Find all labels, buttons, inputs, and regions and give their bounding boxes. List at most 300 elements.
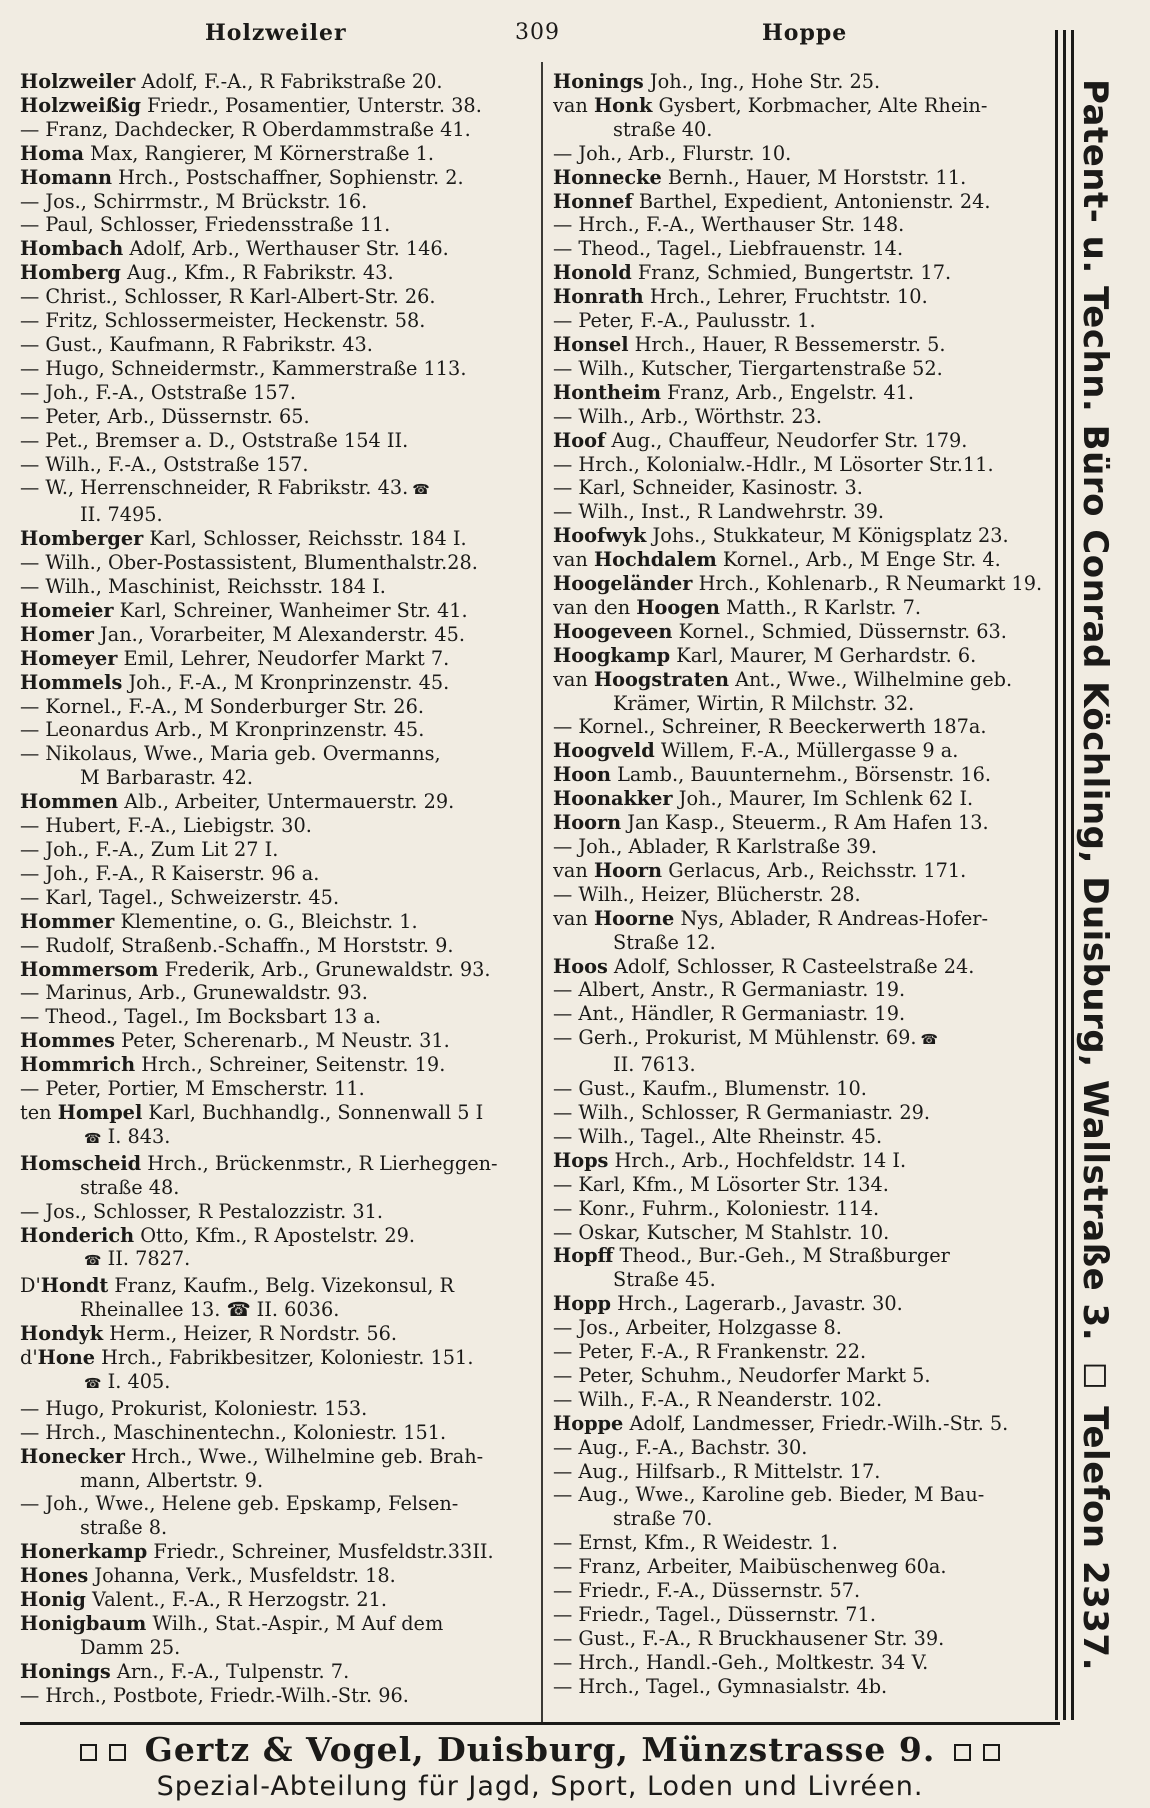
entry-text: Matth., R Karlstr. 7. <box>719 595 921 619</box>
entry-text: Hrch., Schreiner, Seitenstr. 19. <box>135 1053 446 1077</box>
entry-text: — Gerh., Prokurist, M Mühlenstr. 69. <box>553 1026 917 1050</box>
telephone-icon: ☎ <box>84 1375 102 1392</box>
entry-text: Arn., F.-A., Tulpenstr. 7. <box>110 1659 350 1683</box>
entry-text: — Wilh., F.-A., Oststraße 157. <box>20 452 309 476</box>
directory-entry <box>553 1026 1058 1053</box>
column-divider <box>541 62 543 1722</box>
directory-entry <box>553 1579 1058 1603</box>
directory-entry <box>553 907 1058 931</box>
entry-text: — Oskar, Kutscher, M Stahlstr. 10. <box>553 1220 890 1244</box>
directory-entry <box>553 1675 1058 1699</box>
entry-text: — Joh., F.-A., Zum Lit 27 I. <box>20 838 279 861</box>
surname: Hochdalem <box>593 548 717 572</box>
entry-text: Friedr., Schreiner, Musfeldstr.33II. <box>147 1540 494 1564</box>
directory-entry <box>20 790 540 814</box>
box-ornament-icon <box>983 1744 1000 1761</box>
entry-text: — Joh., F.-A., Oststraße 157. <box>20 380 297 404</box>
entry-text: — Wilh., Inst., R Landwehrstr. 39. <box>553 500 885 524</box>
directory-entry <box>20 357 540 381</box>
surname: Hondyk <box>20 1322 104 1346</box>
surname: Hommer <box>20 909 115 933</box>
footer-line-1 <box>20 1730 1060 1769</box>
name-prefix: van <box>553 906 594 930</box>
entry-text: M Barbarastr. 42. <box>80 766 253 790</box>
directory-entry <box>553 453 1058 477</box>
entry-text: — Peter, Schuhm., Neudorfer Markt 5. <box>553 1363 931 1387</box>
directory-entry <box>20 1564 540 1588</box>
surname: Hoogeveen <box>553 619 673 643</box>
directory-entry <box>553 1364 1058 1388</box>
entry-text: — Joh., Arb., Flurstr. 10. <box>553 141 792 165</box>
directory-entry <box>553 190 1058 214</box>
sidebar-advertisement <box>1060 79 1130 1671</box>
directory-entry <box>20 261 540 285</box>
directory-entry <box>553 811 1058 835</box>
surname: Honings <box>20 1659 111 1683</box>
directory-entry <box>553 859 1058 883</box>
surname: Hommersom <box>20 957 159 981</box>
entry-text: Adolf, Schlosser, R Casteelstraße 24. <box>607 954 975 978</box>
entry-text: — Joh., Ablader, R Karlstraße 39. <box>553 835 877 858</box>
directory-entry <box>553 1436 1058 1460</box>
directory-entry <box>553 1555 1058 1579</box>
surname: Honnecke <box>553 165 662 189</box>
entry-text: Nys, Ablader, R Andreas-Hofer- <box>674 906 988 930</box>
entry-text: Emil, Lehrer, Neudorfer Markt 7. <box>117 646 450 670</box>
directory-entry <box>553 763 1058 787</box>
entry-text: Valent., F.-A., R Herzogstr. 21. <box>85 1588 388 1612</box>
entry-text: — Peter, F.-A., R Frankenstr. 22. <box>553 1340 867 1364</box>
entry-text: — Wilh., F.-A., R Neanderstr. 102. <box>553 1387 883 1411</box>
entry-text: Willem, F.-A., Müllergasse 9 a. <box>654 739 959 763</box>
entry-text: — Hrch., Maschinentechn., Koloniestr. 151. <box>20 1420 447 1444</box>
entry-text: II. 7495. <box>80 503 163 527</box>
left-column <box>20 70 540 1708</box>
entry-text: — Hubert, F.-A., Liebigstr. 30. <box>20 814 312 838</box>
surname: Honrath <box>553 285 644 309</box>
directory-entry <box>553 715 1058 739</box>
directory-entry <box>20 1029 540 1053</box>
entry-text: Frederik, Arb., Grunewaldstr. 93. <box>158 957 491 981</box>
surname: Hopff <box>553 1244 614 1268</box>
directory-entry <box>553 1412 1058 1436</box>
entry-text: Alb., Arbeiter, Untermauerstr. 29. <box>118 790 455 814</box>
surname: Hoogen <box>636 595 720 619</box>
directory-entry <box>20 623 540 647</box>
entry-text: — Joh., Wwe., Helene geb. Epskamp, Felsen- <box>20 1492 459 1516</box>
directory-entry <box>553 835 1058 859</box>
directory-entry <box>553 94 1058 118</box>
surname: Honerkamp <box>20 1540 148 1564</box>
directory-entry <box>553 668 1058 692</box>
entry-text: — Karl, Kfm., M Lösorter Str. 134. <box>553 1172 889 1196</box>
entry-text: — Wilh., Maschinist, Reichsstr. 184 I. <box>20 575 386 599</box>
directory-entry <box>553 70 1058 94</box>
directory-entry <box>553 1053 1058 1077</box>
entry-text: Franz, Schmied, Bungertstr. 17. <box>631 261 952 285</box>
directory-entry <box>553 166 1058 190</box>
directory-entry <box>553 572 1058 596</box>
entry-text: Franz, Arb., Engelstr. 41. <box>661 380 915 404</box>
entry-text: Joh., Ing., Hohe Str. 25. <box>643 70 881 93</box>
directory-entry <box>553 1077 1058 1101</box>
directory-entry <box>553 1651 1058 1675</box>
surname: Homer <box>20 622 94 646</box>
surname: Honecker <box>20 1444 125 1468</box>
directory-entry <box>553 213 1058 237</box>
sidebar-ad-text: Patent- u. Techn. Büro Conrad Köchling, Duisburg, Wallstraße 3. ◻ Telefon 2337. <box>1075 79 1115 1671</box>
directory-entry <box>20 1224 540 1248</box>
directory-entry <box>553 548 1058 572</box>
entry-text: Bernh., Hauer, M Horststr. 11. <box>661 165 967 189</box>
footer-divider <box>20 1722 1060 1725</box>
entry-text: — Hrch., Kolonialw.-Hdlr., M Lösorter Str.11. <box>553 452 994 476</box>
entry-text: Hrch., Wwe., Wilhelmine geb. Brah- <box>124 1444 484 1468</box>
directory-entry <box>553 142 1058 166</box>
entry-text: Hrch., Postschaffner, Sophienstr. 2. <box>112 165 464 189</box>
name-prefix: ten <box>20 1100 58 1124</box>
directory-entry <box>20 381 540 405</box>
directory-entry <box>20 142 540 166</box>
surname: Homeier <box>20 598 114 622</box>
entry-text: Herm., Heizer, R Nordstr. 56. <box>103 1322 398 1346</box>
directory-entry <box>553 883 1058 907</box>
entry-text: — Peter, Portier, M Emscherstr. 11. <box>20 1077 365 1101</box>
directory-entry <box>20 237 540 261</box>
entry-text: — Gust., F.-A., R Bruckhausener Str. 39. <box>553 1626 945 1650</box>
surname: Hombach <box>20 237 124 261</box>
directory-entry <box>553 357 1058 381</box>
directory-entry <box>553 1388 1058 1412</box>
directory-entry <box>553 1002 1058 1026</box>
surname: Hops <box>553 1148 609 1172</box>
entry-text: — Marinus, Arb., Grunewaldstr. 93. <box>20 981 368 1005</box>
directory-entry <box>20 958 540 982</box>
directory-entry <box>20 118 540 142</box>
directory-entry <box>20 1053 540 1077</box>
entry-text: straße 48. <box>80 1175 180 1199</box>
directory-entry <box>20 1469 540 1493</box>
entry-text: Hrch., Hauer, R Bessemerstr. 5. <box>628 332 946 356</box>
directory-entry <box>553 1149 1058 1173</box>
directory-entry <box>20 1152 540 1176</box>
entry-text: II. 7827. <box>107 1247 191 1271</box>
directory-entry <box>20 1200 540 1224</box>
directory-entry <box>553 500 1058 524</box>
directory-entry <box>20 1176 540 1200</box>
directory-entry <box>553 285 1058 309</box>
directory-entry <box>553 524 1058 548</box>
entry-text: Damm 25. <box>80 1635 181 1659</box>
directory-entry <box>20 1247 540 1274</box>
directory-entry <box>553 333 1058 357</box>
entry-text: Hrch., Kohlenarb., R Neumarkt 19. <box>692 572 1043 596</box>
entry-text: Hrch., Arb., Hochfeldstr. 14 I. <box>608 1148 907 1172</box>
name-prefix: van <box>553 858 594 882</box>
surname: Honderich <box>20 1223 135 1247</box>
entry-text: Peter, Scherenarb., M Neustr. 31. <box>115 1029 450 1053</box>
surname: Hoorne <box>593 906 675 930</box>
surname: Honigbaum <box>20 1612 147 1635</box>
directory-entry <box>553 1197 1058 1221</box>
surname: Hoof <box>553 428 606 452</box>
directory-entry <box>553 620 1058 644</box>
directory-entry <box>20 1492 540 1516</box>
entry-text: — Rudolf, Straßenb.-Schaffn., M Horststr. 9. <box>20 933 454 957</box>
directory-entry <box>20 309 540 333</box>
entry-text: II. 7613. <box>613 1053 696 1077</box>
surname: Hommrich <box>20 1053 136 1077</box>
directory-entry <box>20 1421 540 1445</box>
directory-entry <box>20 1612 540 1636</box>
surname: Homann <box>20 165 113 189</box>
surname: Hopp <box>553 1292 612 1316</box>
entry-text: Johs., Stukkateur, M Königsplatz 23. <box>646 524 1009 548</box>
entry-text: — Hrch., Handl.-Geh., Moltkestr. 34 V. <box>553 1650 929 1674</box>
entry-text: Karl, Buchhandlg., Sonnenwall 5 I <box>142 1100 484 1124</box>
entry-text: — Aug., Wwe., Karoline geb. Bieder, M Bau- <box>553 1483 985 1507</box>
directory-entry <box>20 1660 540 1684</box>
directory-entry <box>553 1101 1058 1125</box>
surname: Hontheim <box>553 380 662 404</box>
entry-text: — Franz, Dachdecker, R Oberdammstraße 41. <box>20 117 471 141</box>
directory-entry <box>20 1516 540 1540</box>
directory-entry <box>20 1005 540 1029</box>
directory-entry <box>20 838 540 862</box>
surname: Hommen <box>20 790 119 814</box>
surname: Hompel <box>57 1100 143 1124</box>
telephone-icon: ☎ <box>412 482 430 499</box>
entry-text: — Peter, Arb., Düssernstr. 65. <box>20 404 310 428</box>
right-column <box>553 70 1058 1699</box>
directory-entry <box>20 1125 540 1152</box>
directory-entry <box>553 1627 1058 1651</box>
directory-entry <box>20 333 540 357</box>
directory-entry <box>20 94 540 118</box>
directory-entry <box>20 1588 540 1612</box>
surname: Homberger <box>20 527 144 551</box>
footer-company: Gertz & Vogel, Duisburg, Münzstrasse 9. <box>144 1730 936 1769</box>
entry-text: — Aug., Hilfsarb., R Mittelstr. 17. <box>553 1459 881 1483</box>
directory-entry <box>553 1173 1058 1197</box>
directory-entry <box>20 1540 540 1564</box>
directory-entry <box>553 405 1058 429</box>
telephone-icon: ☎ <box>84 1253 102 1270</box>
name-prefix: van den <box>553 595 637 619</box>
name-prefix: van <box>553 548 594 572</box>
surname: Holzweiler <box>20 70 136 93</box>
entry-text: Max, Rangierer, M Körnerstraße 1. <box>83 141 435 165</box>
surname: Hondt <box>40 1274 109 1298</box>
entry-text: — Gust., Kaufm., Blumenstr. 10. <box>553 1077 867 1101</box>
directory-entry <box>20 429 540 453</box>
directory-entry <box>20 503 540 527</box>
surname: Hoogkamp <box>553 643 671 667</box>
entry-text: — Peter, F.-A., Paulusstr. 1. <box>553 309 816 333</box>
entry-text: — Wilh., Arb., Wörthstr. 23. <box>553 404 823 428</box>
surname: Honings <box>553 70 644 93</box>
entry-text: Hrch., Fabrikbesitzer, Koloniestr. 151. <box>95 1346 474 1370</box>
surname: Honnef <box>553 189 633 213</box>
directory-entry <box>20 453 540 477</box>
surname: Hoonakker <box>553 787 673 811</box>
footer-line-2: Spezial-Abteilung für Jagd, Sport, Loden und Livréen. <box>156 1771 924 1802</box>
directory-entry <box>553 692 1058 716</box>
directory-entry <box>553 978 1058 1002</box>
surname: Homberg <box>20 261 121 285</box>
directory-entry <box>20 1445 540 1469</box>
entry-text: Joh., F.-A., M Kronprinzenstr. 45. <box>122 670 450 694</box>
entry-text: Friedr., Posamentier, Unterstr. 38. <box>141 93 482 117</box>
entry-text: Hrch., Lagerarb., Javastr. 30. <box>611 1292 903 1316</box>
directory-entry <box>553 1292 1058 1316</box>
entry-text: Hrch., Lehrer, Fruchtstr. 10. <box>643 285 928 309</box>
entry-text: — Nikolaus, Wwe., Maria geb. Overmanns, <box>20 742 441 766</box>
entry-text: — Kornel., F.-A., M Sonderburger Str. 26. <box>20 694 424 718</box>
surname: Hoos <box>553 954 608 978</box>
surname: Hoogeländer <box>553 572 693 596</box>
directory-entry <box>20 910 540 934</box>
entry-text: — Wilh., Kutscher, Tiergartenstraße 52. <box>553 356 943 380</box>
entry-text: Adolf, Arb., Werthauser Str. 146. <box>123 237 449 261</box>
surname: Honk <box>593 93 653 117</box>
directory-entry <box>553 237 1058 261</box>
entry-text: Kornel., Schmied, Düssernstr. 63. <box>672 619 1007 643</box>
directory-entry <box>20 695 540 719</box>
entry-text: — Hrch., F.-A., Werthauser Str. 148. <box>553 213 905 237</box>
entry-text: — Fritz, Schlossermeister, Heckenstr. 58. <box>20 309 426 333</box>
telephone-icon: ☎ <box>920 1032 938 1049</box>
entry-text: — Jos., Schirrmstr., M Brückstr. 16. <box>20 189 368 213</box>
directory-entry <box>20 190 540 214</box>
directory-entry <box>20 934 540 958</box>
entry-text: straße 40. <box>613 117 713 141</box>
directory-entry <box>20 213 540 237</box>
entry-text: — Friedr., F.-A., Düssernstr. 57. <box>553 1579 861 1603</box>
entry-text: straße 8. <box>80 1516 168 1540</box>
directory-entry <box>553 261 1058 285</box>
directory-entry <box>553 787 1058 811</box>
entry-text: — Theod., Tagel., Liebfrauenstr. 14. <box>553 237 904 261</box>
directory-entry <box>20 1322 540 1346</box>
entry-text: Straße 45. <box>613 1268 716 1292</box>
directory-entry <box>20 405 540 429</box>
directory-entry <box>20 476 540 503</box>
directory-entry <box>20 671 540 695</box>
directory-entry <box>20 1274 540 1298</box>
entry-text: — W., Herrenschneider, R Fabrikstr. 43. <box>20 476 409 500</box>
directory-entry <box>553 1483 1058 1507</box>
entry-text: Ant., Wwe., Wilhelmine geb. <box>728 667 1013 691</box>
entry-text: — Leonardus Arb., M Kronprinzenstr. 45. <box>20 718 425 742</box>
surname: Hoorn <box>553 811 622 835</box>
directory-entry <box>553 381 1058 405</box>
directory-entry <box>20 718 540 742</box>
entry-text: — Konr., Fuhrm., Koloniestr. 114. <box>553 1196 880 1220</box>
directory-entry <box>20 766 540 790</box>
directory-entry <box>20 551 540 575</box>
entry-text: Krämer, Wirtin, R Milchstr. 32. <box>613 691 915 715</box>
surname: Hones <box>20 1564 89 1588</box>
entry-text: — Hugo, Schneidermstr., Kammerstraße 113. <box>20 356 467 380</box>
surname: Honsel <box>553 332 629 356</box>
surname: Hoogveld <box>553 739 655 763</box>
directory-entry <box>553 118 1058 142</box>
directory-entry <box>553 1460 1058 1484</box>
page-number: 309 <box>515 20 560 45</box>
directory-entry <box>20 647 540 671</box>
entry-text: — Ant., Händler, R Germaniastr. 19. <box>553 1002 906 1026</box>
entry-text: Joh., Maurer, Im Schlenk 62 I. <box>672 787 974 811</box>
surname: Hoofwyk <box>553 524 647 548</box>
surname: Honig <box>20 1588 86 1612</box>
entry-text: — Karl, Schneider, Kasinostr. 3. <box>553 476 863 500</box>
entry-text: Jan Kasp., Steuerm., R Am Hafen 13. <box>621 811 989 835</box>
directory-entry <box>20 575 540 599</box>
entry-text: Aug., Chauffeur, Neudorfer Str. 179. <box>605 428 968 452</box>
directory-entry <box>553 1244 1058 1268</box>
entry-text: straße 70. <box>613 1507 713 1531</box>
entry-text: — Wilh., Ober-Postassistent, Blumenthalstr.28. <box>20 551 478 575</box>
entry-text: Gysbert, Korbmacher, Alte Rhein- <box>652 93 988 117</box>
surname: Hoppe <box>553 1411 624 1435</box>
directory-entry <box>20 1397 540 1421</box>
directory-entry <box>20 1346 540 1370</box>
surname: Homa <box>20 141 84 165</box>
surname: Hommels <box>20 670 123 694</box>
entry-text: Barthel, Expedient, Antonienstr. 24. <box>632 189 991 213</box>
directory-entry <box>553 1507 1058 1531</box>
directory-entry <box>20 1370 540 1397</box>
entry-text: — Friedr., Tagel., Düssernstr. 71. <box>553 1603 876 1626</box>
entry-text: — Ernst, Kfm., R Weidestr. 1. <box>553 1531 838 1555</box>
entry-text: I. 405. <box>107 1369 171 1393</box>
entry-text: — Hrch., Tagel., Gymnasialstr. 4b. <box>553 1674 888 1698</box>
box-ornament-icon <box>954 1744 971 1761</box>
entry-text: — Kornel., Schreiner, R Beeckerwerth 187a. <box>553 715 987 739</box>
directory-entry <box>20 1101 540 1125</box>
surname: Homscheid <box>20 1151 142 1175</box>
directory-entry <box>553 1531 1058 1555</box>
entry-text: Aug., Kfm., R Fabrikstr. 43. <box>120 261 394 285</box>
entry-text: — Hrch., Postbote, Friedr.-Wilh.-Str. 96. <box>20 1683 409 1707</box>
directory-entry <box>553 955 1058 979</box>
directory-entry <box>20 1636 540 1660</box>
surname: Hoorn <box>593 858 663 882</box>
entry-text: Klementine, o. G., Bleichstr. 1. <box>114 909 418 933</box>
entry-text: — Karl, Tagel., Schweizerstr. 45. <box>20 885 340 909</box>
directory-entry <box>20 285 540 309</box>
entry-text: Franz, Kaufm., Belg. Vizekonsul, R <box>108 1274 455 1298</box>
surname: Holzweißig <box>20 93 141 117</box>
entry-text: — Wilh., Heizer, Blücherstr. 28. <box>553 882 861 906</box>
entry-text: Rheinallee 13. ☎ II. 6036. <box>80 1298 340 1322</box>
telephone-icon: ☎ <box>84 1130 102 1147</box>
footer-advertisement <box>20 1730 1060 1802</box>
entry-text: Jan., Vorarbeiter, M Alexanderstr. 45. <box>93 622 465 646</box>
entry-text: Adolf, Landmesser, Friedr.-Wilh.-Str. 5. <box>623 1411 1009 1435</box>
surname: Homeyer <box>20 646 118 670</box>
entry-text: Theod., Bur.-Geh., M Straßburger <box>613 1244 950 1268</box>
directory-entry <box>20 1077 540 1101</box>
entry-text: — Hugo, Prokurist, Koloniestr. 153. <box>20 1396 368 1420</box>
entry-text: — Joh., F.-A., R Kaiserstr. 96 a. <box>20 861 320 885</box>
directory-entry <box>553 1340 1058 1364</box>
entry-text: Hrch., Brückenmstr., R Lierheggen- <box>141 1151 498 1175</box>
directory-entry <box>553 309 1058 333</box>
header-right-keyword: Hoppe <box>762 20 848 46</box>
directory-entry <box>20 886 540 910</box>
